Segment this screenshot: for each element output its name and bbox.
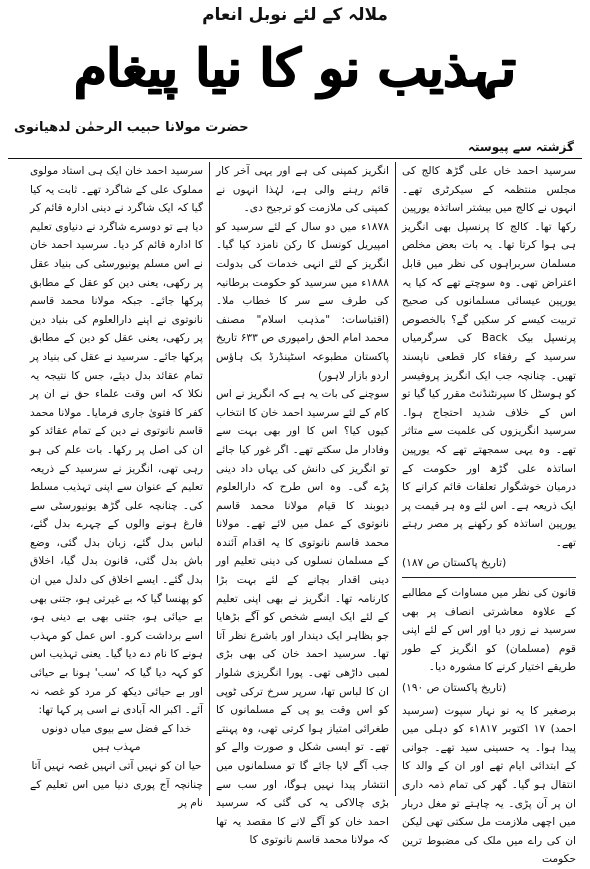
kicker-headline: ملالہ کے لئے نوبل انعام <box>202 5 388 25</box>
paragraph: سوچنے کی بات یہ ہے کہ انگریز نے اس کام کے لئے سرسید احمد خان کا انتخاب کیوں کیا؟ اس کا اور بھی بہت سے وفادار مل سکتے تھے۔ اگر غور کیا جائے تو انگریز کی دانش کی یہاں داد دینی پڑے گی۔ وہ اس طرح کہ دارالعلوم دیوبند کا قیام مولانا محمد قاسم نانوتوی کے عمل میں لائے تھے۔ مولانا محمد قاسم نانوتوی کا یہ اقدام آئندہ کے مسلمان نسلوں کی دینی تعلیم اور دینی اقدار بچانے کے لئے بہت بڑا کارنامہ تھا۔ انگریز نے بھی اپنی تعلیم کے لئے ایک ایسے شخص کو آگے بڑھایا جو بظاہر ایک دیندار اور باشرع نظر آتا تھا۔ سرسید احمد خان کی بھی بڑی لمبی داڑھی تھی۔ پورا انگریزی شلوار ان کا لباس تھا، سرپر سرخ ترکی ٹوپی کو اس وقت یو پی کے مسلمانوں کا طغرائی امتیاز ہوا کرتی تھی، وہ پہنتے تھے۔ تو ایسی شکل و صورت والے کو جب آگے لایا جائے گا تو مسلمانوں میں انتشار پیدا نہیں ہوگا، اور سب سے بڑی چالاکی یہ کی گئی کہ سرسید احمد خان کو آگے لانے کا مقصد یہ تھا کہ مولانا محمد قاسم نانوتوی کا <box>216 388 389 847</box>
column-middle <box>210 162 396 847</box>
column-right <box>396 162 582 866</box>
paragraph: برصغیر کا یہ نو نہار سپوت (سرسید احمد) ۱۷ اکتوبر ۱۸۱۷ء کو دہلی میں پیدا ہوا۔ یہ حسینی سید تھے۔ جوانی کے ابتدائی ایام تھے اور ان کے والد کا انتقال ہو گیا۔ گھر کی تمام ذمہ داری ان پر آن پڑی۔ یہ چاہتے تو مغل دربار میں اچھی ملازمت مل سکتی تھی لیکن ان کی راے میں ملک کی مضبوط ترین حکومت <box>402 704 576 866</box>
paragraph: سرسید احمد خان ایک ہی استاد مولوی مملوک علی کے شاگرد تھے۔ ثابت یہ کیا گیا کہ ایک شاگرد نے دینی ادارہ قائم کر دیا ہے تو دوسرے شاگرد نے دنیاوی تعلیم کا ادارہ قائم کر دیا۔ سرسید احمد خان نے اس مسلم یونیورسٹی کی بنیاد عقل پر رکھی، یعنی دین کو عقل کے مطابق پرکھا جائے۔ جبکہ مولانا محمد قاسم نانوتوی نے اپنے دارالعلوم کی بنیاد دین پر رکھی، یعنی عقل کو دین کے مطابق پرکھا جائے۔ سرسید نے عقل کی بنیاد پر تمام عقائد بدل دیئے، جس کا نتیجہ یہ نکلا کہ اس وقت علماء حق نے ان پر کفر کا فتویٰ جاری فرمایا۔ مولانا محمد قاسم نانوتوی نے دین کے تمام عقائد کو ان کی اصل پر رکھا۔ بات علم کی ہو رہی تھی، انگریز نے سرسید کے ذریعہ تعلیم کے عنوان سے اپنی تہذیب مسلط کی۔ چنانچہ علی گڑھ یونیورسٹی سے فارغ ہونے والوں کے چہرے بدل گئے، لباس بدل گئے، زبان بدل گئی، وضع باش بدل گئی، قانون بدل گیا، اخلاق بدل گئے۔ ایسے اخلاق کی دلدل میں ان کو پھنسا گیا کہ بے غیرتی ہو، جتنی بھی بے حیائی ہو، جتنی بھی بے دینی ہو، اسے برداشت کرو۔ اس عمل کو مہذب ہونے کا نام دے دیا گیا۔ یعنی تہذیب اس کو کہہ دیا گیا کہ 'سب' ہونا بے حیائی اور بے حیائی دیکھ کر مرد کو غصہ نہ آئے۔ اکبر الہ آبادی نے اسی پر کہا تھا: <box>30 165 203 717</box>
citation: (تاریخ پاکستان ص ۱۹۰) <box>402 682 507 695</box>
paragraph: انگریز کمپنی کی ہے اور یہی آخر کار قائم رہنے والی ہے، لہٰذا انہوں نے کمپنی کی ملازمت کو ترجیح دی۔ <box>216 165 389 215</box>
paragraph: قانون کی نظر میں مساوات کے مطالبے کے علاوہ معاشرتی انصاف پر بھی سرسید نے زور دیا اور اس کے لئے اپنی قوم (مسلمان) کو انگریز کے طور طریقے اختیار کرنے کا مشورہ دیا۔ <box>402 587 576 674</box>
article-title: تہذیب نو کا نیا پیغام <box>74 38 516 99</box>
paragraph: چنانچہ آج پوری دنیا میں اس تعلیم کے نام پر <box>30 778 203 810</box>
article-columns <box>8 162 582 866</box>
header-divider <box>8 158 582 159</box>
continued-label: گزشتہ سے پیوستہ <box>467 140 574 154</box>
paragraph: سرسید احمد خاں علی گڑھ کالج کی مجلس منتظمہ کے سیکرٹری تھے۔ انہوں نے کالج میں بیشتر اساتذہ یورپین رکھا تھا۔ کالج کا پرنسپل بھی انگریز ہی ہوا کرتا تھا۔ یہ بات بعض مخلص مسلمان سربراہوں کی نظر میں قابل اعتراض تھی۔ وہ سوچتے تھے کہ کیا یہ یورپین عیسائی مسلمانوں کی صحیح تربیت کیسے کر سکیں گے؟ بالخصوص پرنسپل بیک Back کی سرگرمیاں سرسید کے رفقاء کار قطعی ناپسند تھیں۔ چنانچہ جب ایک انگریز پروفیسر کو ہوسٹل کا سپرنٹنڈنٹ مقرر کیا گیا تو اس کے خلاف شدید احتجاج ہوا۔ سرسید انگریزوں کی علمیت سے متاثر تھے۔ وہ یہی سمجھتے تھے کہ یورپین اساتذہ علی گڑھ اور حکومت کے درمیان خوشگوار تعلقات قائم کرانے کا ایک ذریعہ ہے۔ اس لئے وہ ہر قیمت پر یورپین اساتذہ کو رکھنے پر مصر رہتے تھے۔ <box>402 165 576 549</box>
paragraph-divider <box>402 577 576 578</box>
author-byline: حضرت مولانا حبیب الرحمٰن لدھیانوی <box>14 120 249 135</box>
citation: (تاریخ پاکستان ص ۱۸۷) <box>402 557 507 570</box>
verse-line: خدا کے فضل سے بیوی میاں دونوں مہذب ہیں <box>41 722 192 754</box>
column-left <box>24 162 210 810</box>
paragraph: ۱۸۷۸ء میں دو سال کے لئے سرسید کو امپیریل کونسل کا رکن نامزد کیا گیا۔ انگریز کے لئے انہی خدمات کی بدولت ۱۸۸۸ء میں سرسید کو حکومت برطانیہ کی طرف سے سر کا خطاب ملا۔ (اقتباسات: "مذہب اسلام" مصنف محمد امام الحق رامپوری ص ۶۳۳ تاریخ پاکستان مطبوعہ اسٹینڈرڈ بک ہاؤس اردو بازار لاہور) <box>216 220 390 382</box>
verse-line: حیا ان کو نہیں آتی انہیں غصہ نہیں آتا <box>31 760 202 772</box>
